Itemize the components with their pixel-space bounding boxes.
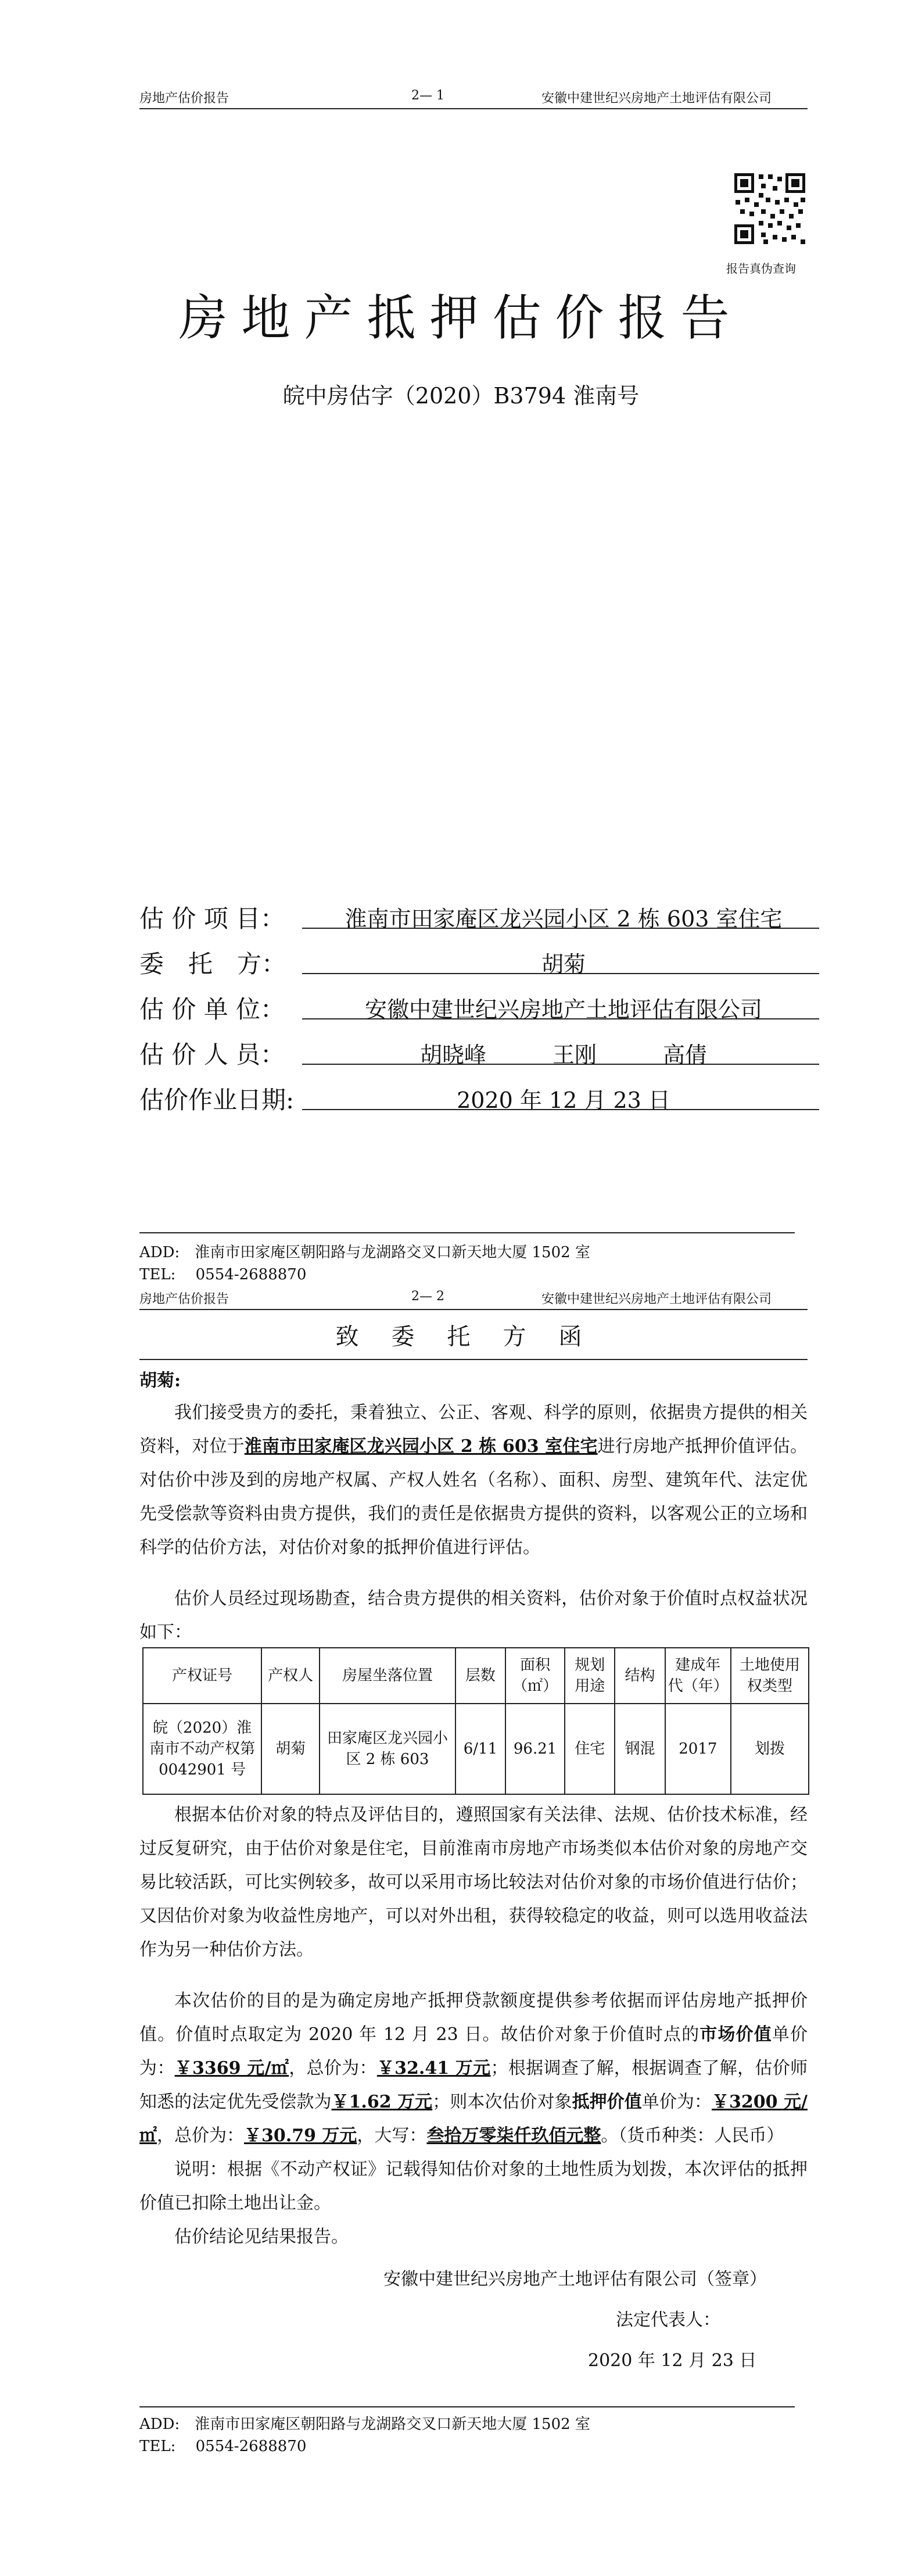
table-header: 结构 [615,1648,665,1704]
amount-in-words: 叁拾万零柒仟玖佰元整 [426,2126,601,2146]
field-appraiser-company [139,990,819,1024]
header-rule [139,1309,808,1310]
field-label: 估 价 项 目： [139,904,285,933]
header-left: 房地产估价报告 [139,91,229,106]
table-header: 土地使用权类型 [731,1648,809,1704]
paragraph-status: 估价人员经过现场勘查，结合贵方提供的相关资料，估价对象于价值时点权益状况如下： [139,1588,808,1643]
title-rule [139,1359,808,1360]
footer-tel: TEL: 0554-2688870 [139,2438,307,2455]
qr-caption: 报告真伪查询 [726,262,796,276]
field-appraisers [139,1036,819,1069]
table-header: 面积（㎡） [505,1648,565,1704]
signature-date: 2020 年 12 月 23 日 [588,2350,757,2371]
table-header: 产权证号 [143,1648,261,1704]
footer-address: ADD: 淮南市田家庵区朝阳路与龙湖路交叉口新天地大厦 1502 室 [139,1244,590,1261]
signature-company: 安徽中建世纪兴房地产土地评估有限公司（签章） [383,2269,767,2289]
paragraph-engagement: 我们接受贵方的委托，秉着独立、公正、客观、科学的原则，依据贵方提供的相关资料，对位于淮南市田家庵区龙兴园小区 2 栋 603 室住宅进行房地产抵押价值评估。对估价中涉及到的房地产权属、产权人姓名（名称）、面积、房型、建筑年代、法定优先受偿款等资料由贵方提供，我们的责任是依据贵方提供的资料，以客观公正的立场和科学的估价方法，对估价对象的抵押价值进行评估。 [139,1403,808,1558]
table-cell: 田家庵区龙兴园小区 2 栋 603 [320,1704,455,1794]
page-number: 2— 1 [411,88,444,103]
field-label: 估价作业日期: [139,1086,295,1114]
header-right: 安徽中建世纪兴房地产土地评估有限公司 [541,91,772,106]
report-title: 房地产抵押估价报告 [178,289,744,346]
field-value: 胡晓峰 王刚 高倩 [419,1042,707,1068]
table-cell: 2017 [665,1704,731,1794]
header-left: 房地产估价报告 [139,1292,229,1307]
mortgage-unit-price: ￥3200 元/㎡ [139,2092,808,2146]
table-cell: 胡菊 [261,1704,320,1794]
table-header: 产权人 [261,1648,320,1704]
field-label: 估 价 人 员： [139,1040,285,1069]
priority-claim: ￥1.62 万元 [331,2092,433,2112]
footer-rule [139,1232,795,1233]
letter-title: 致 委 托 方 函 [335,1323,587,1350]
table-cell: 划拨 [731,1704,809,1794]
table-cell: 钢混 [615,1704,665,1794]
paragraph-conclusion: 估价结论见结果报告。 [174,2227,349,2247]
field-project [139,900,819,933]
field-value: 2020 年 12 月 23 日 [457,1087,670,1113]
market-unit-price: ￥3369 元/㎡ [174,2058,289,2078]
rights-table [142,1647,809,1795]
page-number: 2— 2 [411,1289,444,1304]
qr-code-icon [733,172,806,251]
report-number: 皖中房估字（2020）B3794 淮南号 [282,383,640,409]
table-cell: 皖（2020）淮南市不动产权第 0042901 号 [143,1704,261,1794]
table-header: 规划用途 [565,1648,615,1704]
property-address: 淮南市田家庵区龙兴园小区 2 栋 603 室住宅 [244,1436,598,1457]
table-cell: 住宅 [565,1704,615,1794]
mortgage-total-price: ￥30.79 万元 [244,2126,357,2146]
paragraph-valuation: 本次估价的目的是为确定房地产抵押贷款额度提供参考依据而评估房地产抵押价值。价值时点取定为 2020 年 12 月 23 日。故估价对象于价值时点的市场价值单价为：￥3369 元/㎡，总价为：￥32.41 万元；根据调查了解，根据调查了解，估价师知悉的法定优先受偿款为￥1.62 万元；则本次估价对象抵押价值单价为：￥3200 元/㎡，总价为：￥30.79 万元，大写：叁拾万零柒仟玖佰元整。（货币种类：人民币） [139,1991,808,2146]
header-right: 安徽中建世纪兴房地产土地评估有限公司 [541,1292,772,1307]
field-client [139,945,819,978]
table-header-row [143,1648,809,1704]
table-header: 建成年代（年） [665,1648,731,1704]
field-value: 胡菊 [541,951,586,977]
header-rule [139,108,808,109]
field-date [139,1081,819,1114]
salutation: 胡菊: [139,1371,181,1391]
table-cell: 96.21 [505,1704,565,1794]
field-label: 委 托 方： [139,950,286,978]
field-value: 淮南市田家庵区龙兴园小区 2 栋 603 室住宅 [345,906,783,932]
paragraph-note: 说明：根据《不动产权证》记载得知估价对象的土地性质为划拨，本次评估的抵押价值已扣除土地出让金。 [139,2159,808,2213]
market-total-price: ￥32.41 万元 [376,2058,491,2078]
table-header: 房屋坐落位置 [320,1648,455,1704]
footer-tel: TEL: 0554-2688870 [139,1266,307,1283]
table-header: 层数 [455,1648,505,1704]
paragraph-method: 根据本估价对象的特点及评估目的，遵照国家有关法律、法规、估价技术标准，经过反复研究，由于估价对象是住宅，目前淮南市房地产市场类似本估价对象的房地产交易比较活跃，可比实例较多，故可以采用市场比较法对估价对象的市场价值进行估价；又因估价对象为收益性房地产，可以对外出租，获得较稳定的收益，则可以选用收益法作为另一种估价方法。 [139,1805,808,1960]
footer-rule [139,2406,795,2407]
legal-representative: 法定代表人： [616,2310,720,2330]
footer-address: ADD: 淮南市田家庵区朝阳路与龙湖路交叉口新天地大厦 1502 室 [139,2416,590,2433]
table-cell: 6/11 [455,1704,505,1794]
field-label: 估 价 单 位： [139,995,285,1024]
field-value: 安徽中建世纪兴房地产土地评估有限公司 [364,997,762,1022]
table-row [143,1704,809,1794]
